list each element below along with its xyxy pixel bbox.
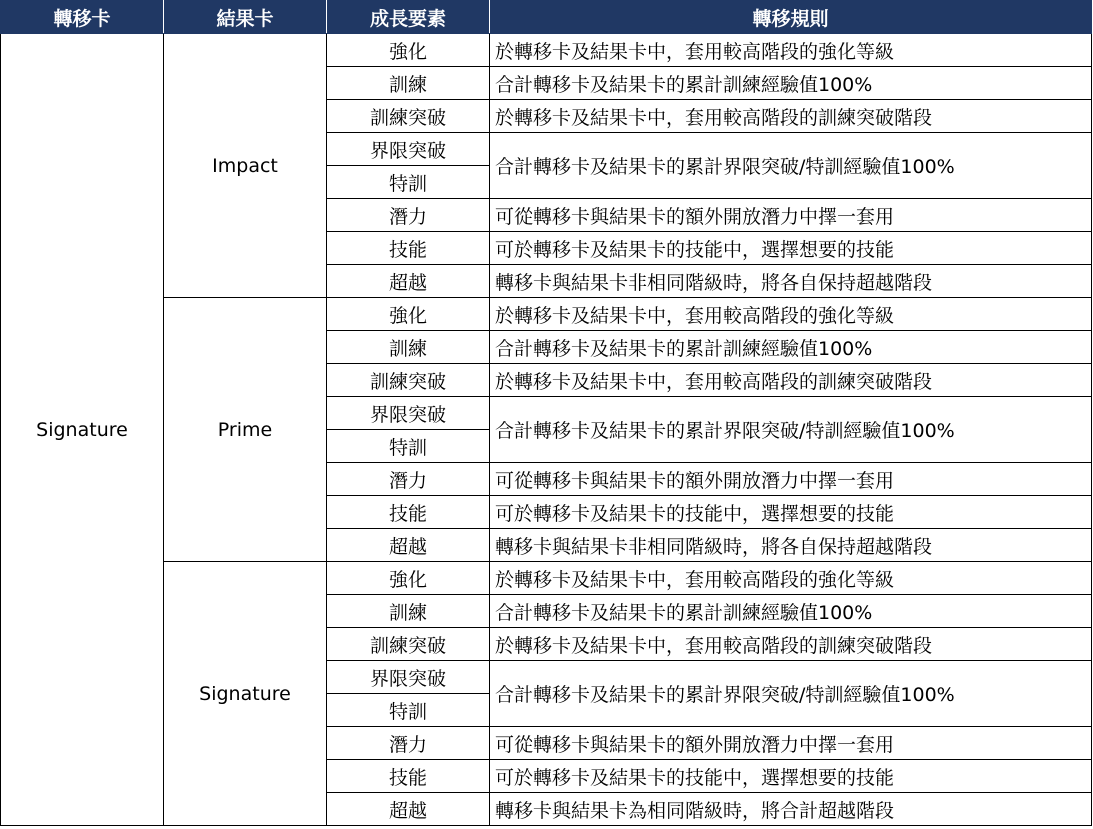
transfer-rule-cell: 轉移卡與結果卡非相同階級時，將各自保持超越階段 (490, 529, 1092, 562)
transfer-rule-cell: 於轉移卡及結果卡中，套用較高階段的訓練突破階段 (490, 364, 1092, 397)
result-card-cell: Prime (164, 298, 327, 562)
header-result-card: 結果卡 (164, 1, 327, 34)
growth-element-cell: 特訓 (327, 166, 490, 199)
table-row (1, 298, 1092, 331)
transfer-rule-cell: 於轉移卡及結果卡中，套用較高階段的強化等級 (490, 298, 1092, 331)
growth-element-cell: 訓練突破 (327, 364, 490, 397)
table-row (1, 34, 1092, 67)
table-header (1, 1, 1092, 34)
result-card-cell: Signature (164, 562, 327, 826)
transfer-rule-cell: 可於轉移卡及結果卡的技能中，選擇想要的技能 (490, 496, 1092, 529)
transfer-rule-cell: 轉移卡與結果卡非相同階級時，將各自保持超越階段 (490, 265, 1092, 298)
growth-element-cell: 潛力 (327, 199, 490, 232)
growth-element-cell: 特訓 (327, 694, 490, 727)
result-card-cell: Impact (164, 34, 327, 298)
growth-element-cell: 訓練 (327, 331, 490, 364)
transfer-rule-cell: 可從轉移卡與結果卡的額外開放潛力中擇一套用 (490, 727, 1092, 760)
transfer-rule-cell: 合計轉移卡及結果卡的累計界限突破/特訓經驗值100% (490, 397, 1092, 463)
growth-element-cell: 技能 (327, 496, 490, 529)
header-row (1, 1, 1092, 34)
header-transfer-rule: 轉移規則 (490, 1, 1092, 34)
transfer-rule-cell: 合計轉移卡及結果卡的累計界限突破/特訓經驗值100% (490, 661, 1092, 727)
table-row (1, 562, 1092, 595)
transfer-rule-cell: 於轉移卡及結果卡中，套用較高階段的強化等級 (490, 562, 1092, 595)
transfer-rule-cell: 於轉移卡及結果卡中，套用較高階段的訓練突破階段 (490, 100, 1092, 133)
growth-element-cell: 訓練 (327, 67, 490, 100)
table-body (1, 34, 1092, 826)
transfer-rule-cell: 合計轉移卡及結果卡的累計界限突破/特訓經驗值100% (490, 133, 1092, 199)
growth-element-cell: 訓練突破 (327, 628, 490, 661)
transfer-rule-cell: 合計轉移卡及結果卡的累計訓練經驗值100% (490, 595, 1092, 628)
growth-element-cell: 潛力 (327, 463, 490, 496)
transfer-rule-cell: 合計轉移卡及結果卡的累計訓練經驗值100% (490, 67, 1092, 100)
transfer-rule-cell: 合計轉移卡及結果卡的累計訓練經驗值100% (490, 331, 1092, 364)
transfer-rule-cell: 可於轉移卡及結果卡的技能中，選擇想要的技能 (490, 232, 1092, 265)
growth-element-cell: 超越 (327, 793, 490, 826)
transfer-rule-cell: 於轉移卡及結果卡中，套用較高階段的訓練突破階段 (490, 628, 1092, 661)
transfer-rule-cell: 可從轉移卡與結果卡的額外開放潛力中擇一套用 (490, 463, 1092, 496)
transfer-rule-cell: 可從轉移卡與結果卡的額外開放潛力中擇一套用 (490, 199, 1092, 232)
growth-element-cell: 訓練突破 (327, 100, 490, 133)
growth-element-cell: 強化 (327, 298, 490, 331)
transfer-card-cell: Signature (1, 34, 164, 826)
header-growth-element: 成長要素 (327, 1, 490, 34)
growth-element-cell: 強化 (327, 34, 490, 67)
transfer-rule-cell: 可於轉移卡及結果卡的技能中，選擇想要的技能 (490, 760, 1092, 793)
growth-element-cell: 技能 (327, 760, 490, 793)
growth-element-cell: 界限突破 (327, 397, 490, 430)
growth-element-cell: 超越 (327, 265, 490, 298)
transfer-rule-cell: 於轉移卡及結果卡中，套用較高階段的強化等級 (490, 34, 1092, 67)
header-transfer-card: 轉移卡 (1, 1, 164, 34)
growth-element-cell: 超越 (327, 529, 490, 562)
growth-element-cell: 訓練 (327, 595, 490, 628)
growth-element-cell: 技能 (327, 232, 490, 265)
growth-element-cell: 強化 (327, 562, 490, 595)
growth-element-cell: 潛力 (327, 727, 490, 760)
growth-element-cell: 界限突破 (327, 133, 490, 166)
transfer-rule-cell: 轉移卡與結果卡為相同階級時，將合計超越階段 (490, 793, 1092, 826)
growth-element-cell: 特訓 (327, 430, 490, 463)
growth-element-cell: 界限突破 (327, 661, 490, 694)
